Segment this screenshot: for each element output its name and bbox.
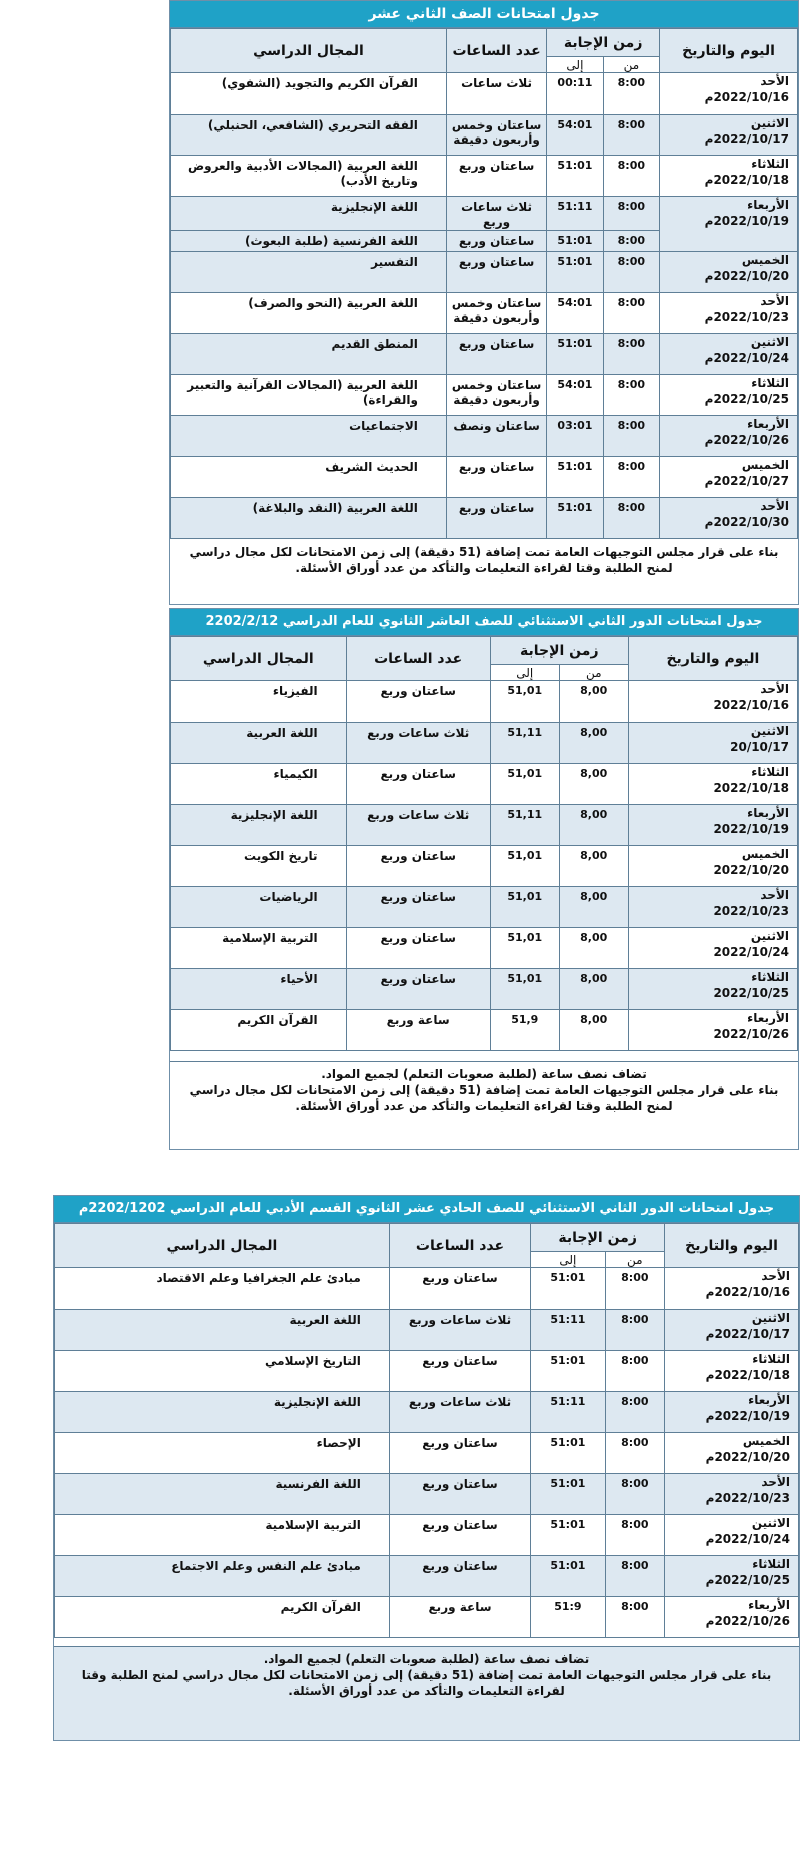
time-from: 8:00	[603, 197, 659, 231]
subject: الرياضيات	[171, 887, 347, 928]
subject: الحديث الشريف	[171, 457, 447, 498]
day-name: الأحد	[760, 74, 789, 88]
time-to: 51:01	[531, 1556, 605, 1597]
note-text: بناء على قرار مجلس التوجيهات العامة تمت إضافة (51 دقيقة) إلى زمن الامتحانات لكل مجال دراسي لمنح الطلبة وقتا لقراءة التعليمات والتأكد من عدد أوراق الأسئلة.	[170, 1082, 798, 1118]
day-name: الثلاثاء	[752, 1557, 790, 1571]
subject: التاريخ الإسلامي	[55, 1351, 390, 1392]
duration: ساعتان وربع	[446, 457, 546, 498]
duration: ساعة وربع	[346, 1010, 490, 1051]
time-from: 8:00	[603, 156, 659, 197]
header-from: من	[605, 1252, 665, 1268]
day-name: الأحد	[760, 294, 789, 308]
header-hours: عدد الساعات	[446, 29, 546, 73]
table-row	[55, 1392, 799, 1433]
day-name: الأحد	[760, 888, 789, 902]
table-title: جدول امتحانات الصف الثاني عشر	[170, 1, 798, 28]
duration: ساعتان وربع	[346, 887, 490, 928]
time-to: 51:01	[531, 1351, 605, 1392]
schedule-table	[170, 636, 798, 1051]
time-from: 8:00	[603, 334, 659, 375]
subject: اللغة الإنجليزية	[171, 197, 447, 231]
time-to: 51,01	[490, 887, 559, 928]
time-from: 8,00	[559, 887, 628, 928]
subject: الكيمياء	[171, 764, 347, 805]
time-from: 8,00	[559, 681, 628, 723]
subject: الفقه التحريري (الشافعي، الحنبلي)	[171, 115, 447, 156]
day-name: الأربعاء	[747, 198, 789, 212]
table-row	[171, 928, 798, 969]
subject: التربية الإسلامية	[55, 1515, 390, 1556]
time-to: 51:01	[531, 1268, 605, 1310]
time-from: 8:00	[603, 73, 659, 115]
schedule-table	[170, 28, 798, 539]
header-answer-time: زمن الإجابة	[531, 1224, 665, 1252]
time-to: 51,11	[490, 805, 559, 846]
table-title: جدول امتحانات الدور الثاني الاستثنائي للصف العاشر الثانوي للعام الدراسي 2202/2/12	[170, 609, 798, 636]
day-name: الاثنين	[750, 335, 789, 349]
time-from: 8:00	[605, 1597, 665, 1638]
duration: ساعتان وربع	[389, 1268, 530, 1310]
date: 2022/10/20م	[704, 269, 789, 283]
date: 2022/10/18م	[704, 173, 789, 187]
subject: القرآن الكريم	[171, 1010, 347, 1051]
table-row	[171, 764, 798, 805]
day-name: الثلاثاء	[751, 376, 789, 390]
header-to: إلى	[531, 1252, 605, 1268]
subject: تاريخ الكويت	[171, 846, 347, 887]
date: 2022/10/20م	[705, 1450, 790, 1464]
table-row	[171, 723, 798, 764]
duration: ساعتان وربع	[446, 156, 546, 197]
note-text: تضاف نصف ساعة (لطلبة صعوبات التعلم) لجميع المواد.	[54, 1647, 799, 1667]
table-row	[171, 416, 798, 457]
header-to: إلى	[547, 57, 603, 73]
date: 2022/10/23	[713, 904, 789, 918]
subject: اللغة العربية (المجالات الأدبية والعروض وتاريخ الأدب)	[171, 156, 447, 197]
date: 20/10/17	[730, 740, 789, 754]
time-to: 51:01	[547, 498, 603, 539]
day-name: الأحد	[761, 1475, 790, 1489]
date: 2022/10/17م	[705, 1327, 790, 1341]
date: 2022/10/19	[713, 822, 789, 836]
time-to: 51:01	[531, 1474, 605, 1515]
time-to: 51:11	[531, 1392, 605, 1433]
header-day: اليوم والتاريخ	[665, 1224, 799, 1268]
subject: اللغة العربية (النحو والصرف)	[171, 293, 447, 334]
subject: اللغة الفرنسية (طلبة البعوث)	[171, 231, 447, 252]
time-to: 54:01	[547, 115, 603, 156]
subject: الأحياء	[171, 969, 347, 1010]
time-to: 51:11	[531, 1310, 605, 1351]
duration: ساعتان وربع	[389, 1351, 530, 1392]
date: 2022/10/26	[713, 1027, 789, 1041]
time-from: 8:00	[603, 293, 659, 334]
table-row	[171, 73, 798, 115]
time-from: 8:00	[603, 416, 659, 457]
exam-schedule-grade11-literary-second-round	[53, 1195, 800, 1741]
header-from: من	[559, 665, 628, 681]
duration: ثلاث ساعات	[446, 73, 546, 115]
date: 2022/10/20	[713, 863, 789, 877]
date: 2022/10/24	[713, 945, 789, 959]
table-row	[171, 498, 798, 539]
table-title: جدول امتحانات الدور الثاني الاستثنائي للصف الحادي عشر الثانوي القسم الأدبي للعام الدراسي 2202/1202م	[54, 1196, 799, 1223]
time-to: 51,01	[490, 846, 559, 887]
day-name: الاثنين	[750, 724, 789, 738]
day-name: الأربعاء	[747, 806, 789, 820]
day-name: الأربعاء	[747, 1011, 789, 1025]
time-to: 51:01	[547, 334, 603, 375]
date: 2022/10/16	[713, 698, 789, 712]
table-row	[171, 252, 798, 293]
header-from: من	[603, 57, 659, 73]
time-from: 8:00	[605, 1351, 665, 1392]
time-to: 51,11	[490, 723, 559, 764]
time-from: 8,00	[559, 723, 628, 764]
time-to: 51:01	[547, 252, 603, 293]
date: 2022/10/27م	[704, 474, 789, 488]
table-row	[171, 681, 798, 723]
time-to: 51,01	[490, 681, 559, 723]
table-row	[55, 1310, 799, 1351]
duration: ساعتان وربع	[346, 681, 490, 723]
duration: ساعتان وربع	[389, 1556, 530, 1597]
time-to: 51:01	[547, 457, 603, 498]
day-name: الخميس	[741, 458, 789, 472]
subject: اللغة العربية (النقد والبلاغة)	[171, 498, 447, 539]
header-day: اليوم والتاريخ	[628, 637, 797, 681]
header-hours: عدد الساعات	[389, 1224, 530, 1268]
time-from: 8:00	[605, 1433, 665, 1474]
table-row	[55, 1556, 799, 1597]
header-day: اليوم والتاريخ	[660, 29, 798, 73]
table-row	[171, 293, 798, 334]
notes	[170, 540, 798, 604]
day-name: الاثنين	[750, 929, 789, 943]
duration: ساعتان وربع	[346, 846, 490, 887]
date: 2022/10/26م	[704, 433, 789, 447]
subject: التفسير	[171, 252, 447, 293]
table-row	[171, 969, 798, 1010]
table-row	[171, 1010, 798, 1051]
date: 2022/10/19م	[705, 1409, 790, 1423]
duration: ساعتان ونصف	[446, 416, 546, 457]
schedule-table	[54, 1223, 799, 1638]
table-row	[171, 375, 798, 416]
time-from: 8,00	[559, 764, 628, 805]
table-row	[171, 457, 798, 498]
table-row	[171, 156, 798, 197]
date: 2022/10/18م	[705, 1368, 790, 1382]
time-to: 54:01	[547, 375, 603, 416]
day-name: الأحد	[760, 499, 789, 513]
duration: ساعتان وخمس وأربعون دقيقة	[446, 293, 546, 334]
table-row	[55, 1433, 799, 1474]
time-from: 8:00	[603, 231, 659, 252]
date: 2022/10/24م	[705, 1532, 790, 1546]
day-name: الأربعاء	[748, 1393, 790, 1407]
exam-schedule-grade12	[169, 0, 799, 605]
table-row	[171, 334, 798, 375]
duration: ساعتان وربع	[346, 928, 490, 969]
time-from: 8:00	[603, 252, 659, 293]
header-answer-time: زمن الإجابة	[490, 637, 628, 665]
subject: الإحصاء	[55, 1433, 390, 1474]
day-name: الثلاثاء	[751, 157, 789, 171]
day-name: الثلاثاء	[751, 765, 789, 779]
table-row	[171, 846, 798, 887]
duration: ساعة وربع	[389, 1597, 530, 1638]
day-name: الخميس	[741, 847, 789, 861]
day-name: الاثنين	[750, 116, 789, 130]
date: 2022/10/23م	[705, 1491, 790, 1505]
time-to: 51:01	[547, 156, 603, 197]
time-to: 51:9	[531, 1597, 605, 1638]
table-row	[55, 1515, 799, 1556]
date: 2022/10/18	[713, 781, 789, 795]
table-row	[171, 805, 798, 846]
date: 2022/10/23م	[704, 310, 789, 324]
time-from: 8:00	[603, 115, 659, 156]
date: 2022/10/26م	[705, 1614, 790, 1628]
table-row	[55, 1474, 799, 1515]
duration: ساعتان وربع	[446, 498, 546, 539]
notes	[54, 1646, 799, 1740]
day-name: الاثنين	[751, 1516, 790, 1530]
day-name: الثلاثاء	[751, 970, 789, 984]
header-subject: المجال الدراسي	[171, 29, 447, 73]
date: 2022/10/25	[713, 986, 789, 1000]
day-name: الثلاثاء	[752, 1352, 790, 1366]
time-from: 8:00	[605, 1474, 665, 1515]
time-to: 51,01	[490, 928, 559, 969]
subject: اللغة الإنجليزية	[55, 1392, 390, 1433]
table-row	[55, 1597, 799, 1638]
date: 2022/10/16م	[704, 90, 789, 104]
time-to: 03:01	[547, 416, 603, 457]
day-name: الاثنين	[751, 1311, 790, 1325]
day-name: الخميس	[742, 1434, 790, 1448]
time-from: 8:00	[605, 1515, 665, 1556]
duration: ثلاث ساعات وربع	[346, 723, 490, 764]
time-from: 8:00	[605, 1268, 665, 1310]
duration: ثلاث ساعات وربع	[389, 1310, 530, 1351]
subject: اللغة الفرنسية	[55, 1474, 390, 1515]
table-row	[171, 887, 798, 928]
time-to: 00:11	[547, 73, 603, 115]
header-subject: المجال الدراسي	[55, 1224, 390, 1268]
subject: القرآن الكريم والتجويد (الشفوي)	[171, 73, 447, 115]
date: 2022/10/25م	[704, 392, 789, 406]
note-text: بناء على قرار مجلس التوجيهات العامة تمت إضافة (51 دقيقة) إلى زمن الامتحانات لكل مجال دراسي لمنح الطلبة وقتا لقراءة التعليمات والتأكد من عدد أوراق الأسئلة.	[54, 1667, 799, 1703]
table-row	[55, 1268, 799, 1310]
time-from: 8:00	[603, 375, 659, 416]
note-text: تضاف نصف ساعة (لطلبة صعوبات التعلم) لجميع المواد.	[170, 1062, 798, 1082]
duration: ساعتان وربع	[446, 252, 546, 293]
header-to: إلى	[490, 665, 559, 681]
time-from: 8:00	[605, 1392, 665, 1433]
time-to: 51,9	[490, 1010, 559, 1051]
duration: ساعتان وربع	[389, 1515, 530, 1556]
duration: ساعتان وربع	[446, 231, 546, 252]
day-name: الخميس	[741, 253, 789, 267]
table-row	[171, 115, 798, 156]
duration: ساعتان وخمس وأربعون دقيقة	[446, 115, 546, 156]
date: 2022/10/24م	[704, 351, 789, 365]
duration: ساعتان وربع	[346, 764, 490, 805]
day-name: الأحد	[760, 682, 789, 696]
subject: القرآن الكريم	[55, 1597, 390, 1638]
header-hours: عدد الساعات	[346, 637, 490, 681]
duration: ساعتان وربع	[446, 334, 546, 375]
header-subject: المجال الدراسي	[171, 637, 347, 681]
duration: ثلاث ساعات وربع	[346, 805, 490, 846]
notes	[170, 1061, 798, 1149]
subject: اللغة العربية (المجالات القرآنية والتعبير والقراءة)	[171, 375, 447, 416]
time-from: 8,00	[559, 928, 628, 969]
duration: ساعتان وخمس وأربعون دقيقة	[446, 375, 546, 416]
subject: الاجتماعيات	[171, 416, 447, 457]
time-from: 8,00	[559, 969, 628, 1010]
time-to: 51:11	[547, 197, 603, 231]
subject: المنطق القديم	[171, 334, 447, 375]
exam-schedule-grade10-second-round	[169, 608, 799, 1150]
time-to: 51,01	[490, 969, 559, 1010]
note-text: بناء على قرار مجلس التوجيهات العامة تمت إضافة (51 دقيقة) إلى زمن الامتحانات لكل مجال دراسي لمنح الطلبة وقتا لقراءة التعليمات والتأكد من عدد أوراق الأسئلة.	[170, 540, 798, 580]
header-answer-time: زمن الإجابة	[547, 29, 660, 57]
time-to: 51:01	[531, 1433, 605, 1474]
time-from: 8,00	[559, 1010, 628, 1051]
date: 2022/10/19م	[704, 214, 789, 228]
duration: ثلاث ساعات وربع	[389, 1392, 530, 1433]
time-to: 51:01	[531, 1515, 605, 1556]
subject: اللغة الإنجليزية	[171, 805, 347, 846]
duration: ثلاث ساعات وربع	[446, 197, 546, 231]
subject: اللغة العربية	[171, 723, 347, 764]
table-row	[55, 1351, 799, 1392]
subject: الفيزياء	[171, 681, 347, 723]
date: 2022/10/30م	[704, 515, 789, 529]
date: 2022/10/16م	[705, 1285, 790, 1299]
time-from: 8,00	[559, 805, 628, 846]
day-name: الأربعاء	[748, 1598, 790, 1612]
day-name: الأربعاء	[747, 417, 789, 431]
duration: ساعتان وربع	[389, 1474, 530, 1515]
time-to: 51:01	[547, 231, 603, 252]
subject: مبادئ علم الجغرافيا وعلم الاقتصاد	[55, 1268, 390, 1310]
date: 2022/10/17م	[704, 132, 789, 146]
date: 2022/10/25م	[705, 1573, 790, 1587]
time-to: 51,01	[490, 764, 559, 805]
time-from: 8,00	[559, 846, 628, 887]
subject: اللغة العربية	[55, 1310, 390, 1351]
time-from: 8:00	[603, 498, 659, 539]
time-from: 8:00	[603, 457, 659, 498]
time-to: 54:01	[547, 293, 603, 334]
duration: ساعتان وربع	[346, 969, 490, 1010]
day-name: الأحد	[761, 1269, 790, 1283]
subject: مبادئ علم النفس وعلم الاجتماع	[55, 1556, 390, 1597]
duration: ساعتان وربع	[389, 1433, 530, 1474]
time-from: 8:00	[605, 1556, 665, 1597]
table-row	[171, 197, 798, 231]
time-from: 8:00	[605, 1310, 665, 1351]
subject: التربية الإسلامية	[171, 928, 347, 969]
